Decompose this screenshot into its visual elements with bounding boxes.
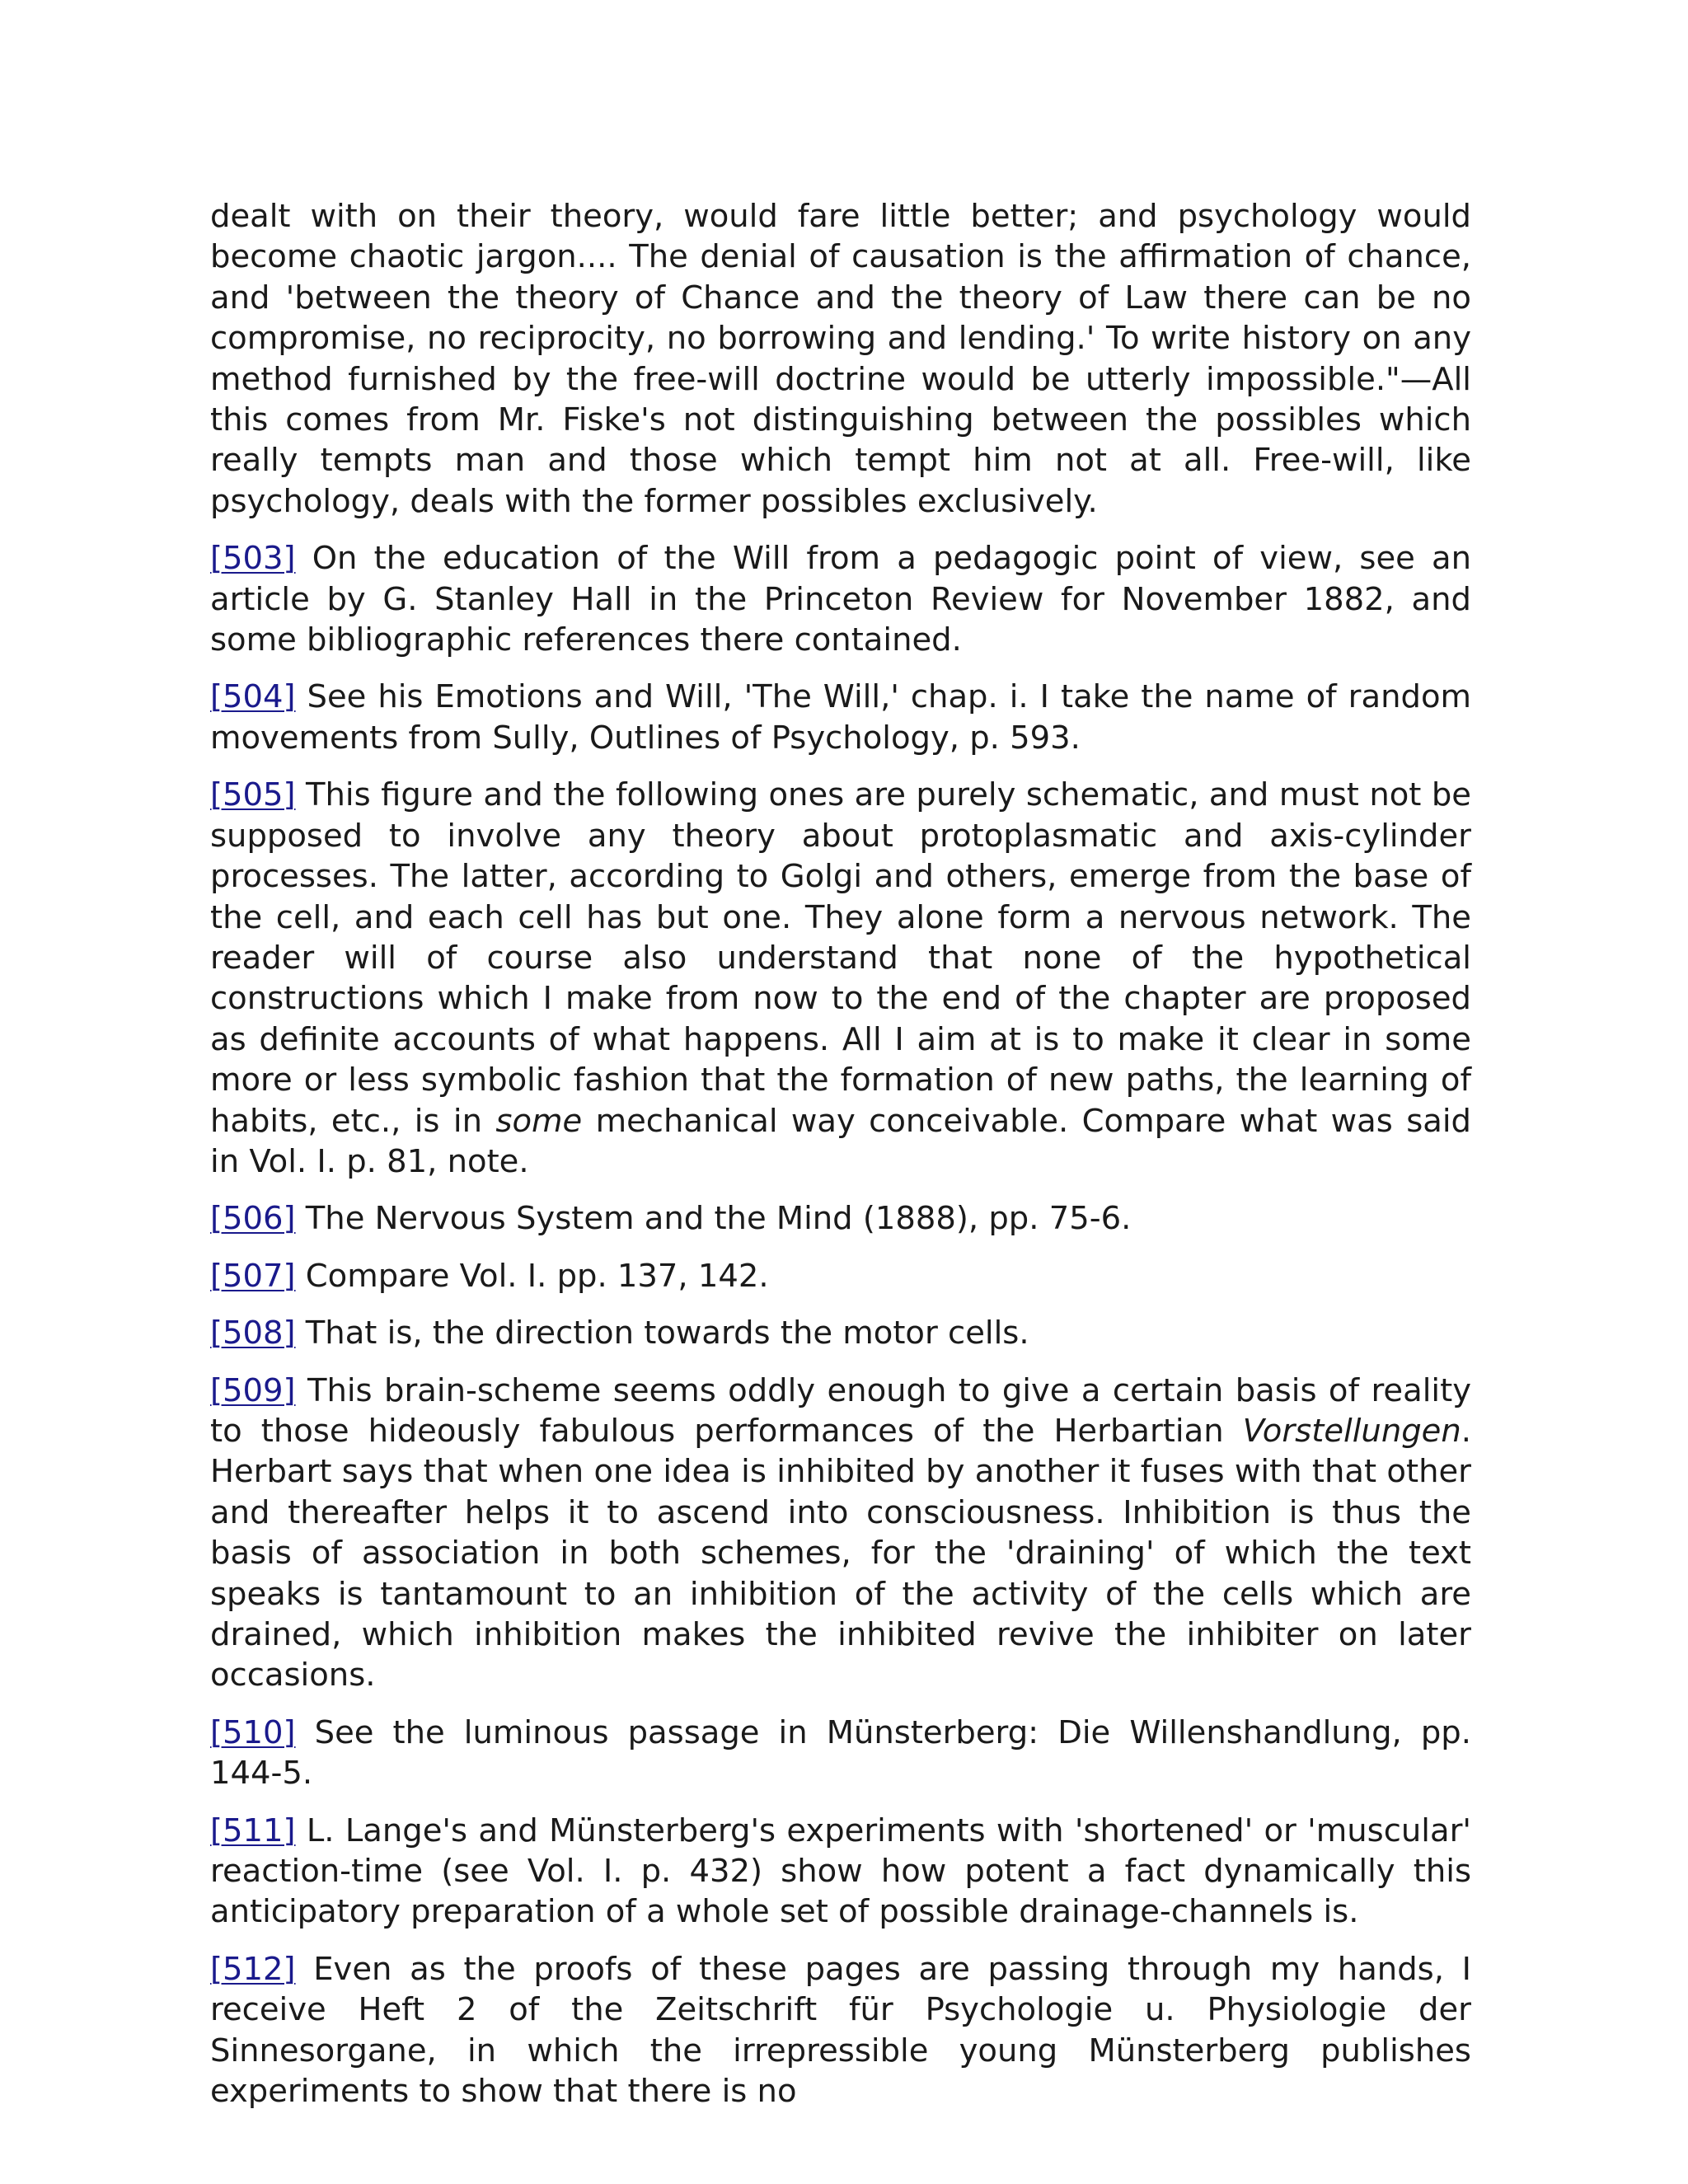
footnote-ref-506[interactable]: [506] xyxy=(210,1200,296,1238)
footnote-text-508: That is, the direction towards the motor cells. xyxy=(305,1315,1029,1352)
footnote-text-512: Even as the proofs of these pages are passing through my hands, I receive Heft 2 of the Zeitschrift für Psychologie u. Physiologie der Sinnesorgane, in which the irrepressible young Münsterberg publishes experiments to show that there is no xyxy=(210,1950,1471,2111)
footnote-text-503: On the education of the Will from a pedagogic point of view, see an article by G. Stanley Hall in the Princeton Review for November 1882, and some bibliographic references there contained. xyxy=(210,540,1471,659)
footnote-emphasis-509: Vorstellungen xyxy=(1242,1412,1461,1450)
footnote-ref-504[interactable]: [504] xyxy=(210,678,296,716)
footnote-text-504: See his Emotions and Will, 'The Will,' chap. i. I take the name of random movements from Sully, Outlines of Psychology, p. 593. xyxy=(210,678,1471,757)
footnote-ref-511[interactable]: [511] xyxy=(210,1811,296,1849)
footnote-ref-508[interactable]: [508] xyxy=(210,1315,296,1352)
footnote-text-509-part-a: This brain-scheme seems oddly enough to give a certain basis of reality to those hideously fabulous performances of the Herbartian xyxy=(210,1371,1471,1450)
footnote-continuation xyxy=(210,196,1471,522)
footnote-text-505-part-a: This figure and the following ones are purely schematic, and must not be supposed to involve any theory about protoplasmatic and axis-cylinder processes. The latter, according to Golgi and others, emerge from the base of the cell, and each cell has but one. They alone form a nervous network. The reader will of course also understand that none of the hypothetical constructions which I make from now to the end of the chapter are proposed as definite accounts of what happens. All I aim at is to make it clear in some more or less symbolic fashion that the formation of new paths, the learning of habits, etc., is in xyxy=(210,776,1471,1140)
footnote-ref-509[interactable]: [509] xyxy=(210,1371,296,1409)
footnote-505 xyxy=(210,775,1471,1182)
footnote-ref-505[interactable]: [505] xyxy=(210,776,296,814)
footnote-504 xyxy=(210,677,1471,758)
document-page xyxy=(210,196,1471,2128)
footnote-508 xyxy=(210,1313,1471,1353)
footnote-512 xyxy=(210,1949,1471,2112)
footnote-continuation-text: dealt with on their theory, would fare little better; and psychology would become chaotic jargon.... The denial of causation is the affirmation of chance, and 'between the theory of Chance and the theory of Law there can be no compromise, no reciprocity, no borrowing and lending.' To write history on any method furnished by the free-will doctrine would be utterly impossible."—All this comes from Mr. Fiske's not distinguishing between the possibles which really tempts man and those which tempt him not at all. Free-will, like psychology, deals with the former possibles exclusively. xyxy=(210,198,1471,520)
footnote-ref-510[interactable]: [510] xyxy=(210,1713,296,1751)
footnote-503 xyxy=(210,538,1471,660)
footnote-emphasis-505: some xyxy=(495,1102,583,1140)
footnote-ref-512[interactable]: [512] xyxy=(210,1950,296,1988)
footnote-507 xyxy=(210,1256,1471,1296)
footnote-text-507: Compare Vol. I. pp. 137, 142. xyxy=(305,1257,769,1295)
footnote-text-511: L. Lange's and Münsterberg's experiments with 'shortened' or 'muscular' reaction-time (see Vol. I. p. 432) show how potent a fact dynamically this anticipatory preparation of a whole set of possible drainage-channels is. xyxy=(210,1811,1471,1931)
footnote-text-509-part-b: . Herbart says that when one idea is inhibited by another it fuses with that other and thereafter helps it to ascend into consciousness. Inhibition is thus the basis of association in both schemes, for the 'draining' of which the text speaks is tantamount to an inhibition of the activity of the cells which are drained, which inhibition makes the inhibited revive the inhibiter on later occasions. xyxy=(210,1412,1471,1694)
footnote-text-506: The Nervous System and the Mind (1888), pp. 75-6. xyxy=(305,1200,1132,1238)
footnote-ref-503[interactable]: [503] xyxy=(210,540,296,578)
footnote-510 xyxy=(210,1713,1471,1794)
footnote-text-505-part-b: mechanical way conceivable. Compare what was said in Vol. I. p. 81, note. xyxy=(210,1102,1471,1180)
footnote-ref-507[interactable]: [507] xyxy=(210,1257,296,1295)
footnote-509 xyxy=(210,1371,1471,1696)
footnote-text-510: See the luminous passage in Münsterberg: Die Willenshandlung, pp. 144-5. xyxy=(210,1713,1471,1793)
footnote-506 xyxy=(210,1198,1471,1239)
footnote-511 xyxy=(210,1811,1471,1933)
